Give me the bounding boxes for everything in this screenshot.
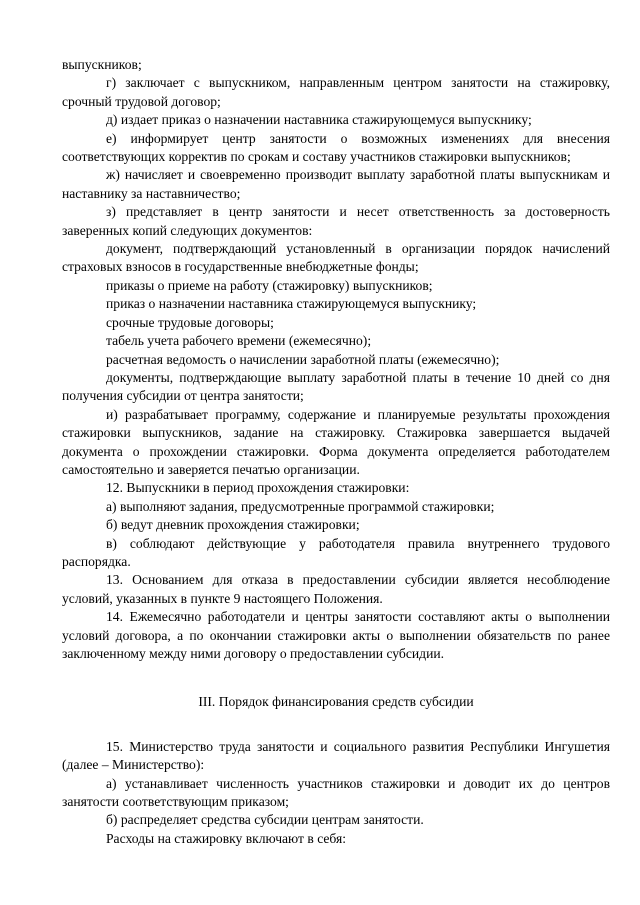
paragraph: расчетная ведомость о начислении заработной платы (ежемесячно);	[106, 351, 500, 367]
paragraph: 15. Министерство труда занятости и социального развития Республики Ингушетия (далее – Министерство):	[62, 738, 610, 773]
paragraph: приказ о назначении наставника стажирующемуся выпускнику;	[106, 296, 477, 312]
paragraph: документ, подтверждающий установленный в организации порядок начислений страховых взносов в государственные внебюджетные фонды;	[62, 241, 610, 275]
paragraph: выпускников;	[62, 57, 142, 72]
paragraph: г) заключает с выпускником, направленным центром занятости на стажировку, срочный трудовой договор;	[62, 75, 610, 109]
paragraph: ж) начисляет и своевременно производит выплату заработной платы выпускникам и наставнику за наставничество;	[62, 167, 610, 201]
paragraph: в) соблюдают действующие у работодателя правила внутреннего трудового распорядка.	[62, 535, 610, 569]
paragraph: а) устанавливает численность участников стажировки и доводит их до центров занятости соответствующим приказом;	[62, 775, 610, 810]
paragraph: е) информирует центр занятости о возможных изменениях для внесения соответствующих корректив по срокам и составу участников стажировки выпускников;	[62, 130, 610, 165]
paragraph: 13. Основанием для отказа в предоставлении субсидии является несоблюдение условий, указанных в пункте 9 настоящего Положения.	[62, 572, 610, 606]
paragraph: б) ведут дневник прохождения стажировки;	[106, 517, 360, 533]
paragraph: 12. Выпускники в период прохождения стажировки:	[106, 480, 410, 496]
paragraph: приказы о приеме на работу (стажировку) выпускников;	[106, 277, 433, 293]
paragraph: и) разрабатывает программу, содержание и планируемые результаты прохождения стажировки выпускников, задание на стажировку. Стажировка завершается выдачей документа о прохождении стажировки. Форма документа определяется работодателем самостоятельно и заверяется печатью организации.	[62, 406, 610, 477]
paragraph: документы, подтверждающие выплату заработной платы в течение 10 дней со дня получения субсидии от центра занятости;	[62, 369, 610, 404]
paragraph: табель учета рабочего времени (ежемесячно);	[106, 333, 372, 349]
paragraph: д) издает приказ о назначении наставника стажирующемуся выпускнику;	[106, 112, 532, 128]
paragraph: Расходы на стажировку включают в себя:	[106, 830, 347, 846]
document-page	[62, 56, 610, 848]
paragraph: б) распределяет средства субсидии центрам занятости.	[106, 812, 424, 828]
body-text-top	[62, 56, 610, 663]
paragraph: 14. Ежемесячно работодатели и центры занятости составляют акты о выполнении условий договора, а по окончании стажировки акты о выполнении обязательств по ранее заключенному между ними договору о предоставлении субсидии.	[62, 609, 610, 661]
paragraph: з) представляет в центр занятости и несет ответственность за достоверность заверенных копий следующих документов:	[62, 204, 610, 238]
section-heading: III. Порядок финансирования средств субсидии	[198, 694, 474, 710]
body-text-bottom	[62, 738, 610, 848]
paragraph: а) выполняют задания, предусмотренные программой стажировки;	[106, 498, 495, 514]
paragraph: срочные трудовые договоры;	[106, 314, 274, 330]
